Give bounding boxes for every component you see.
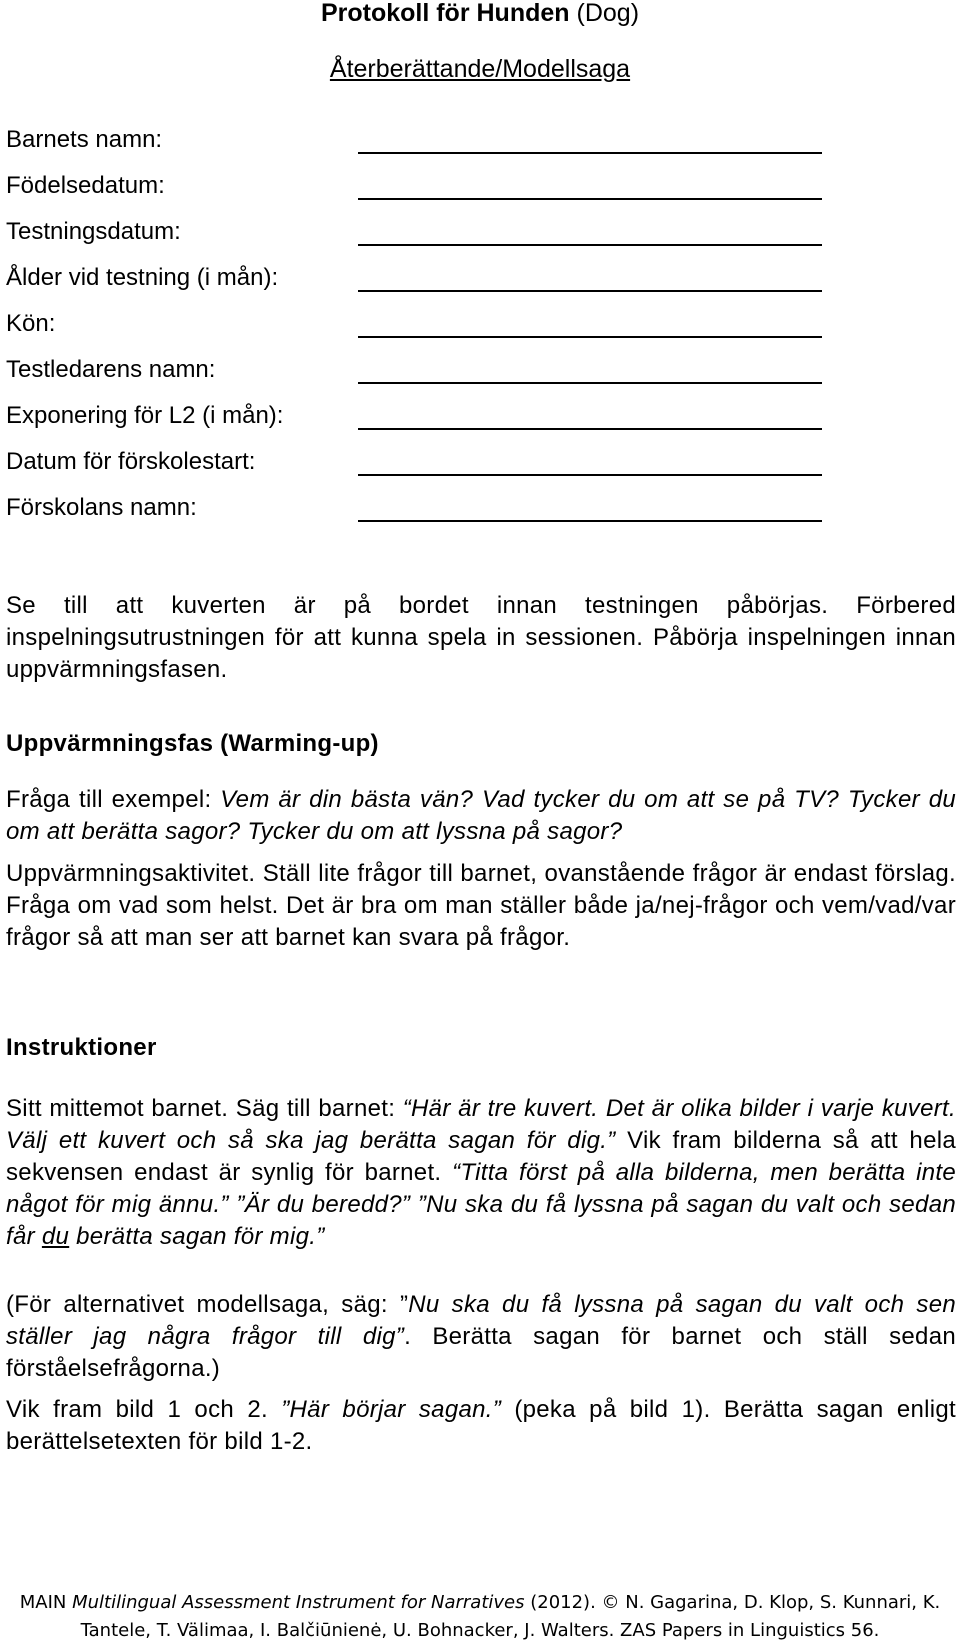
field-label-preschool-start: Datum för förskolestart: <box>6 448 256 475</box>
field-label-preschool-name: Förskolans namn: <box>6 494 197 521</box>
instr-p2-b: Nu ska du få lyssna på sagan du valt och sen ställer jag några frågor till dig” <box>6 1291 956 1350</box>
warmup-question-prefix: Fråga till exempel: <box>6 786 221 813</box>
instr-p3-a: Vik fram bild 1 och 2. <box>6 1396 282 1423</box>
footer-line-1-a: MAIN <box>19 1592 73 1613</box>
field-label-l2-exposure: Exponering för L2 (i mån): <box>6 402 284 429</box>
instr-p1-g: berätta sagan för mig.” <box>69 1223 325 1250</box>
field-label-tester-name: Testledarens namn: <box>6 356 216 383</box>
footer-line-1 <box>0 1589 960 1617</box>
title-rest: (Dog) <box>569 0 640 27</box>
intro-paragraph: Se till att kuverten är på bordet innan testningen påbörjas. Förbered inspelningsutrustningen för att kunna spela in sessionen. Påbörja inspelningen innan uppvärmningsfasen. <box>6 592 956 683</box>
footer-citation <box>0 1589 960 1645</box>
instructions-paragraph-1 <box>6 1093 956 1253</box>
field-label-age: Ålder vid testning (i mån): <box>6 264 279 291</box>
footer-line-1-b: Multilingual Assessment Instrument for Narratives <box>72 1592 525 1613</box>
footer-line-1-c: (2012). © N. Gagarina, D. Klop, S. Kunnari, K. <box>524 1592 941 1613</box>
instr-p2-c: . Berätta sagan för barnet och ställ sedan förståelsefrågorna.) <box>6 1323 956 1382</box>
instructions-heading: Instruktioner <box>6 1034 157 1061</box>
warmup-question-4: Tycker du om att lyssna på sagor? <box>247 818 623 845</box>
field-line-preschool-start[interactable] <box>358 474 822 476</box>
warmup-questions <box>6 784 956 848</box>
warmup-heading: Uppvärmningsfas (Warming-up) <box>6 730 379 757</box>
page-subtitle: Återberättande/Modellsaga <box>329 55 631 83</box>
field-label-child-name: Barnets namn: <box>6 126 163 153</box>
field-line-preschool-name[interactable] <box>358 520 822 522</box>
field-label-birthdate: Födelsedatum: <box>6 172 165 199</box>
field-line-test-date[interactable] <box>358 244 822 246</box>
title-bold: Protokoll för Hunden <box>320 0 570 27</box>
footer-line-2: Tantele, T. Välimaa, I. Balčiūnienė, U. Bohnacker, J. Walters. ZAS Papers in Linguistics 56. <box>80 1620 880 1641</box>
instr-p2-a: (För alternativet modellsaga, säg: ” <box>6 1291 409 1318</box>
instr-p1-c: Vik fram bilderna så att hela sekvensen endast är synlig för barnet. <box>6 1127 956 1186</box>
field-label-test-date: Testningsdatum: <box>6 218 181 245</box>
warmup-question-1: Vem är din bästa vän? <box>220 786 474 813</box>
instr-p1-d: “Titta först på alla bilderna, men berätta inte något för mig ännu.” <box>6 1159 956 1218</box>
field-line-age[interactable] <box>358 290 822 292</box>
warmup-question-3: Tycker du om att berätta sagor? <box>6 786 956 845</box>
instructions-paragraph-3 <box>6 1394 956 1458</box>
instr-p1-a: Sitt mittemot barnet. Säg till barnet: <box>6 1095 403 1122</box>
field-label-gender: Kön: <box>6 310 56 337</box>
warmup-question-2: Vad tycker du om att se på TV? <box>481 786 840 813</box>
instr-p3-c: (peka på bild 1). Berätta sagan enligt berättelsetexten för bild 1-2. <box>6 1396 956 1455</box>
instr-p3-b: ”Här börjar sagan.” <box>281 1396 502 1423</box>
field-line-l2-exposure[interactable] <box>358 428 822 430</box>
field-line-gender[interactable] <box>358 336 822 338</box>
page-title <box>0 0 960 26</box>
warmup-activity: Uppvärmningsaktivitet. Ställ lite frågor till barnet, ovanstående frågor är endast förslag. Fråga om vad som helst. Det är bra om man ställer både ja/nej-frågor och vem/vad/var frågor så att man ser att barnet kan svara på frågor. <box>6 860 956 951</box>
instr-p1-f: du <box>41 1223 70 1250</box>
field-line-tester-name[interactable] <box>358 382 822 384</box>
instr-p1-b: “Här är tre kuvert. Det är olika bilder i varje kuvert. Välj ett kuvert och så ska jag berätta sagan för dig.” <box>6 1095 956 1154</box>
field-line-child-name[interactable] <box>358 152 822 154</box>
instructions-paragraph-2 <box>6 1289 956 1385</box>
field-line-birthdate[interactable] <box>358 198 822 200</box>
instr-p1-e-text: ”Är du beredd?” ”Nu ska du få lyssna på sagan du valt och sedan får <box>6 1191 956 1250</box>
